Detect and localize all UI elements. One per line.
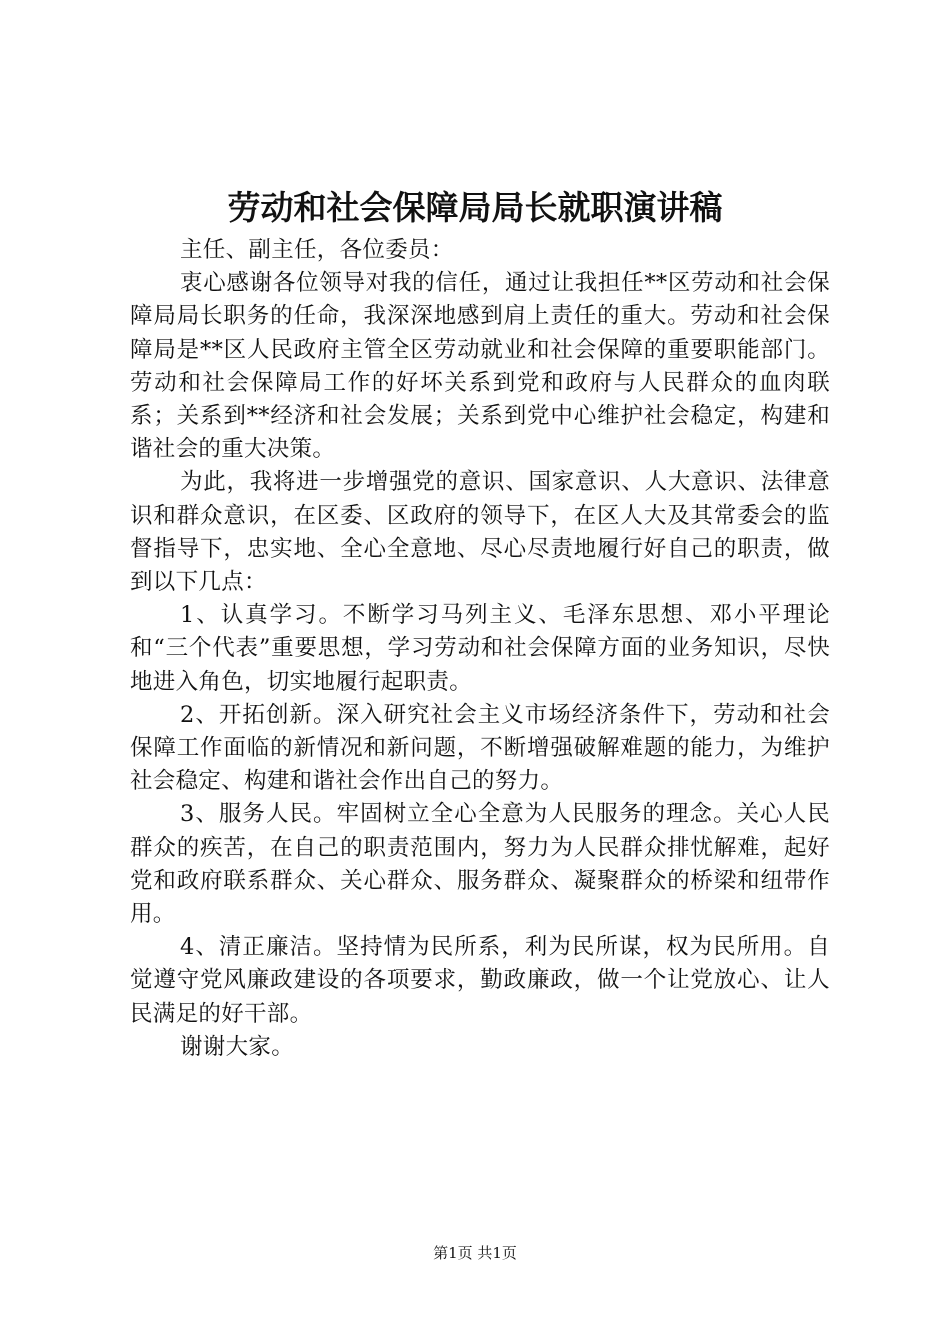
document-title: 劳动和社会保障局局长就职演讲稿	[227, 188, 723, 227]
body-paragraph: 衷心感谢各位领导对我的信任，通过让我担任**区劳动和社会保障局局长职务的任命，我深深地感到肩上责任的重大。劳动和社会保障局是**区人民政府主管全区劳动就业和社会保障的重要职能部门。劳动和社会保障局工作的好坏关系到党和政府与人民群众的血肉联系；关系到**经济和社会发展；关系到党中心维护社会稳定，构建和谐社会的重大决策。	[130, 270, 830, 463]
page-number-footer: 第1页 共1页	[433, 1244, 517, 1262]
list-item-paragraph: 2、开拓创新。深入研究社会主义市场经济条件下，劳动和社会保障工作面临的新情况和新问题，不断增强破解难题的能力，为维护社会稳定、构建和谐社会作出自己的努力。	[130, 701, 830, 795]
document-body	[130, 234, 830, 1064]
closing-paragraph: 谢谢大家。	[180, 1033, 295, 1060]
salutation-paragraph: 主任、副主任，各位委员：	[180, 237, 454, 263]
list-item-paragraph: 1、认真学习。不断学习马列主义、毛泽东思想、邓小平理论和“三个代表”重要思想，学习劳动和社会保障方面的业务知识，尽快地进入角色，切实地履行起职责。	[130, 602, 830, 695]
list-item-paragraph: 4、清正廉洁。坚持情为民所系，利为民所谋，权为民所用。自觉遵守党风廉政建设的各项要求，勤政廉政，做一个让党放心、让人民满足的好干部。	[130, 934, 830, 1027]
body-paragraph: 为此，我将进一步增强党的意识、国家意识、人大意识、法律意识和群众意识，在区委、区政府的领导下，在区人大及其常委会的监督指导下，忠实地、全心全意地、尽心尽责地履行好自己的职责，做到以下几点：	[130, 469, 830, 596]
list-item-paragraph: 3、服务人民。牢固树立全心全意为人民服务的理念。关心人民群众的疾苦，在自己的职责范围内，努力为人民群众排忧解难，起好党和政府联系群众、关心群众、服务群众、凝聚群众的桥梁和纽带作用。	[130, 801, 830, 928]
